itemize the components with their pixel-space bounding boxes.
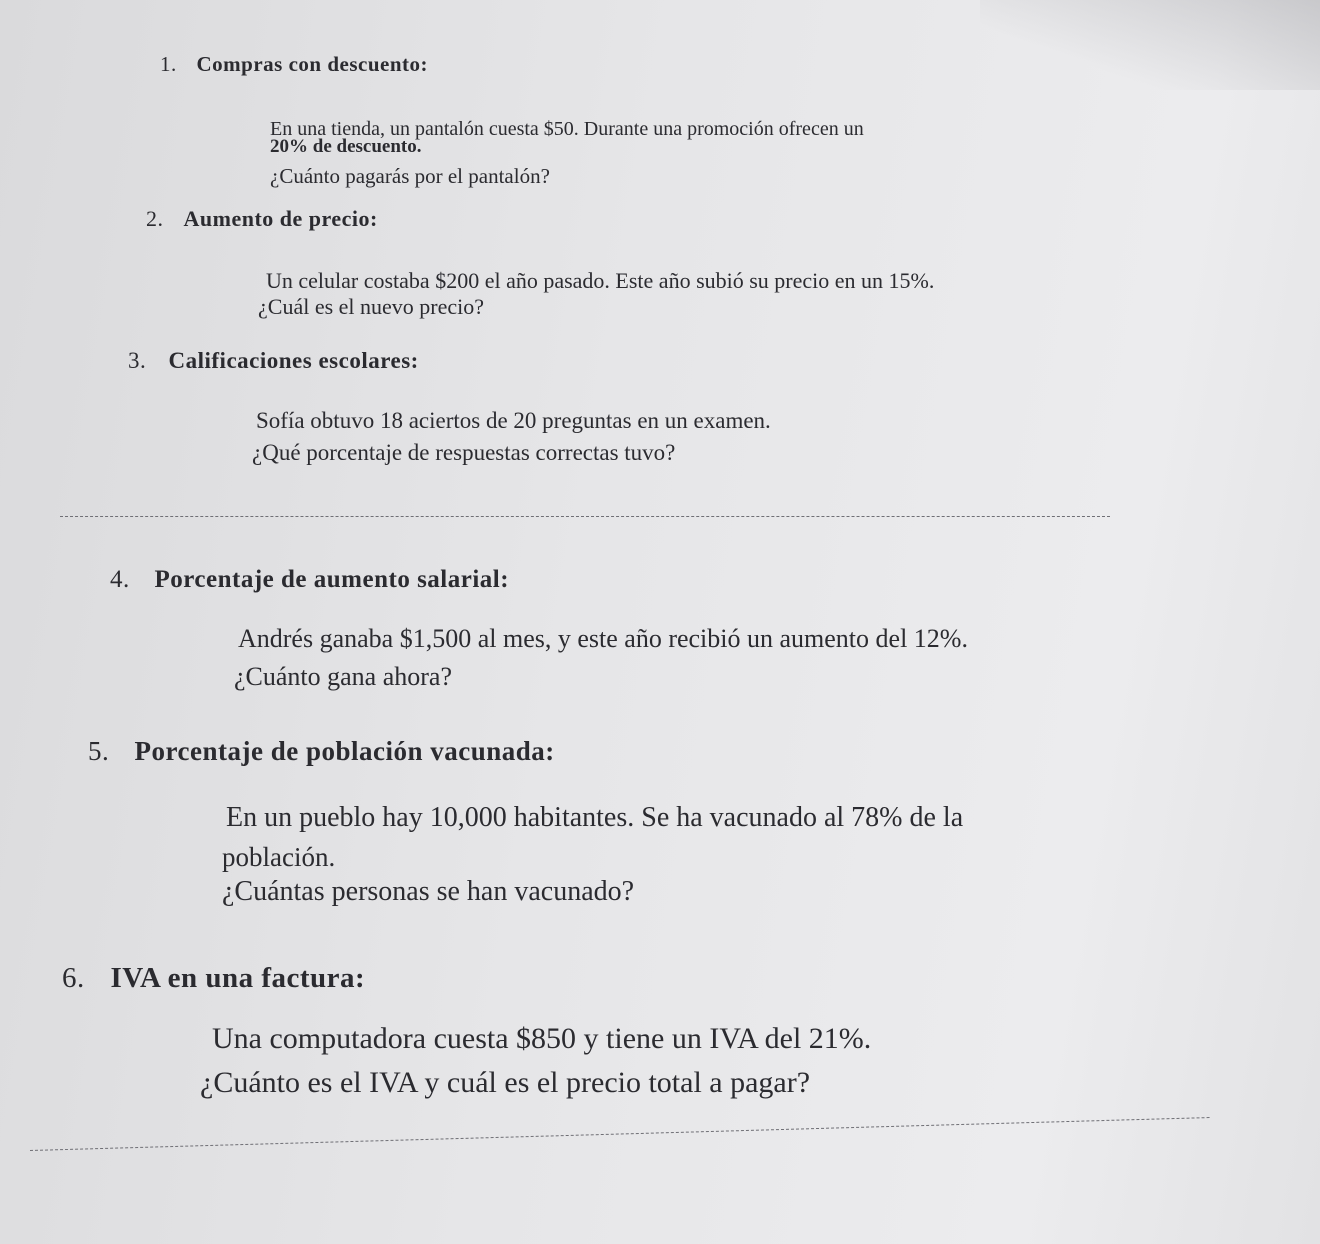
problem-5-number: 5.	[88, 736, 110, 766]
problem-4-title	[110, 566, 509, 594]
problem-5-title	[88, 736, 555, 767]
problem-1-heading: Compras con descuento:	[196, 52, 428, 76]
problem-5-line-1: En un pueblo hay 10,000 habitantes. Se ha vacunado al 78% de la	[226, 802, 964, 833]
problem-3-number: 3.	[128, 348, 147, 373]
problem-5-line-2: población.	[222, 842, 336, 872]
separator-line-2	[30, 1117, 1210, 1151]
separator-line-1	[60, 516, 1110, 517]
problem-1-line-1: En una tienda, un pantalón cuesta $50. Durante una promoción ofrecen un	[270, 118, 864, 140]
problem-6-heading: IVA en una factura:	[110, 962, 366, 994]
problem-4-heading: Porcentaje de aumento salarial:	[154, 566, 510, 593]
problem-6-question: ¿Cuánto es el IVA y cuál es el precio total a pagar?	[200, 1066, 811, 1099]
problem-1-line-2: 20% de descuento.	[270, 136, 422, 157]
problem-4-question: ¿Cuánto gana ahora?	[234, 662, 453, 691]
problem-3-heading: Calificaciones escolares:	[168, 348, 419, 373]
problem-2-heading: Aumento de precio:	[183, 206, 378, 231]
problem-4-number: 4.	[110, 566, 130, 593]
problem-2-question: ¿Cuál es el nuevo precio?	[258, 294, 485, 319]
problem-6-title	[62, 962, 365, 995]
problem-2-number: 2.	[146, 206, 164, 231]
problem-1-number: 1.	[160, 52, 177, 76]
problem-3-line-1: Sofía obtuvo 18 aciertos de 20 preguntas en un examen.	[256, 408, 771, 433]
problem-5-question: ¿Cuántas personas se han vacunado?	[222, 876, 635, 907]
problem-4-line-1: Andrés ganaba $1,500 al mes, y este año recibió un aumento del 12%.	[238, 624, 968, 653]
problem-3-title	[128, 348, 419, 374]
problem-5-heading: Porcentaje de población vacunada:	[134, 736, 555, 766]
problem-1-title	[160, 52, 428, 77]
problem-3-question: ¿Qué porcentaje de respuestas correctas tuvo?	[252, 440, 676, 465]
problem-2-line-1: Un celular costaba $200 el año pasado. Este año subió su precio en un 15%.	[266, 268, 935, 293]
problem-2-title	[146, 206, 378, 232]
problem-6-line-1: Una computadora cuesta $850 y tiene un IVA del 21%.	[212, 1022, 872, 1055]
problem-6-number: 6.	[62, 962, 85, 994]
page-shadow	[980, 0, 1320, 90]
problem-1-question: ¿Cuánto pagarás por el pantalón?	[270, 164, 550, 188]
